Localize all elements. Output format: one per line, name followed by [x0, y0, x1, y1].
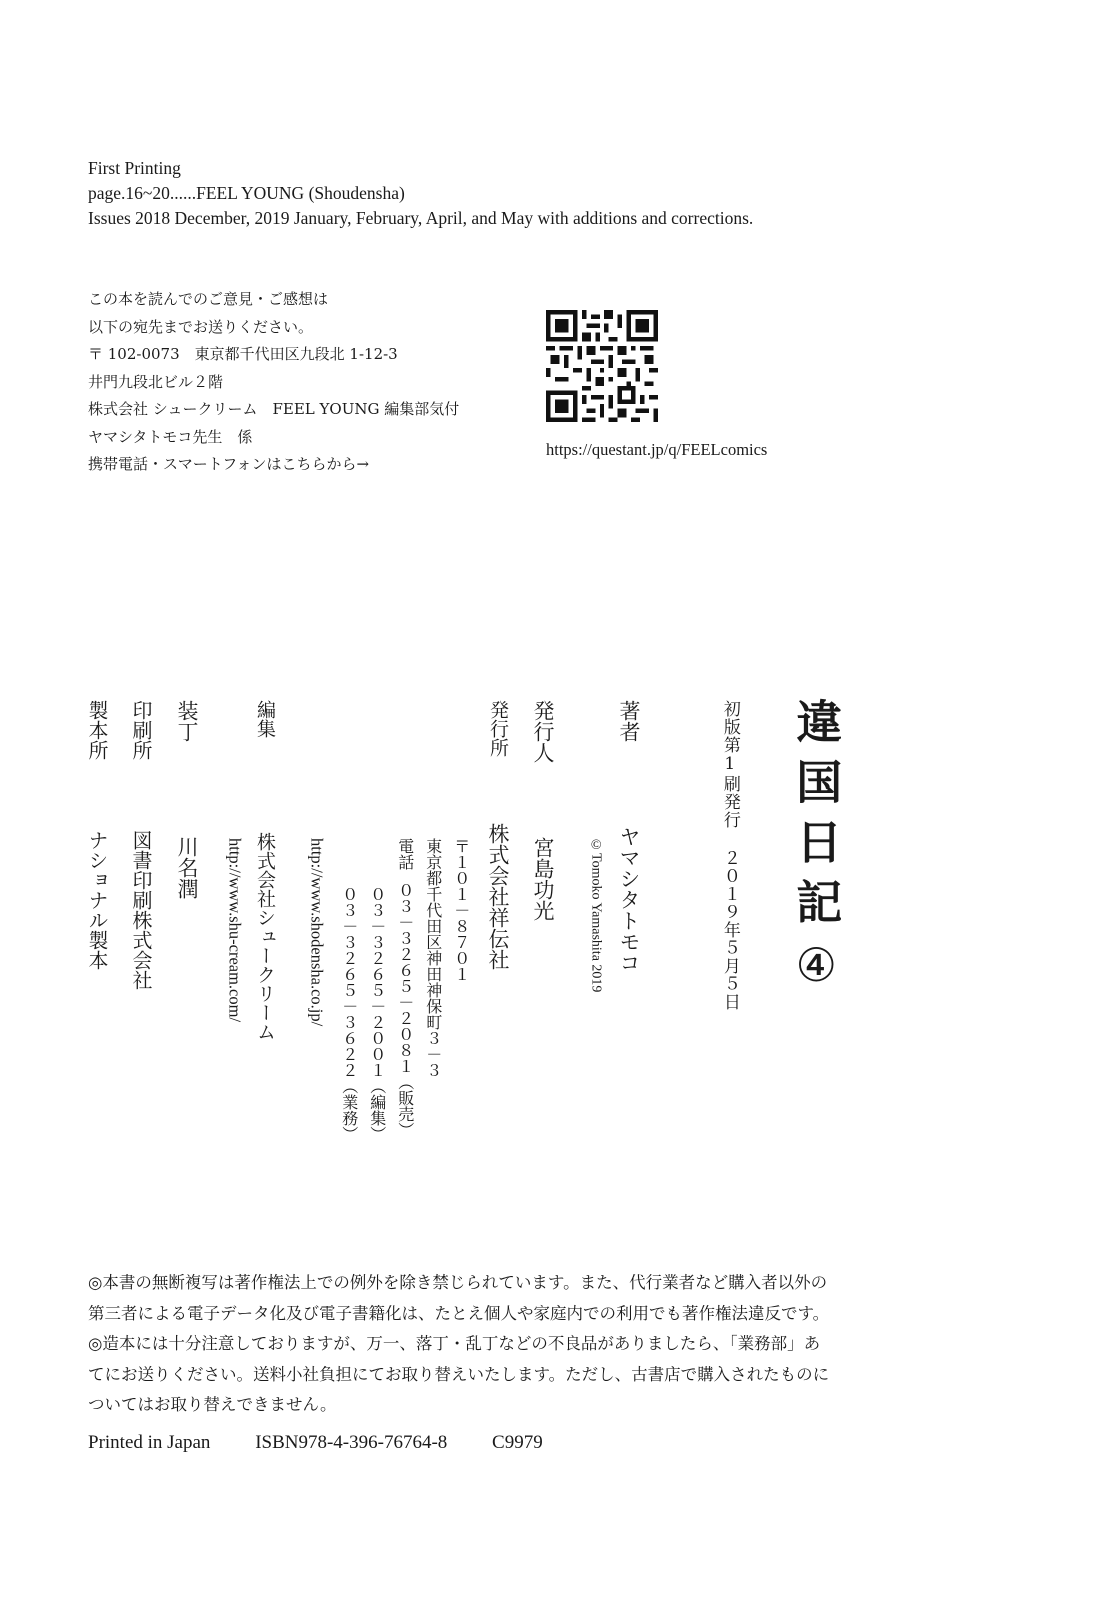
publisher-postal: 〒１０１－８７０１ — [451, 838, 471, 982]
editor-column — [254, 700, 274, 1041]
feedback-line: 携帯電話・スマートフォンはこちらから→ — [88, 455, 370, 473]
book-title-text: 違国日記 — [789, 698, 844, 938]
phone-sales: ０３－３２６５－２０８１（販売） — [395, 882, 415, 1138]
feedback-line: この本を読んでのご意見・ご感想は — [88, 290, 329, 308]
feedback-line: 株式会社 シュークリーム FEEL YOUNG 編集部気付 — [88, 400, 460, 418]
phone-edit: ０３－３２６５－２００１（編集） — [367, 886, 387, 1142]
edition-column — [720, 700, 738, 1011]
binder-column — [86, 700, 107, 970]
publisher-person-label: 発行人 — [531, 700, 556, 763]
editor-url[interactable]: http://www.shu-cream.com/ — [225, 838, 245, 1023]
book-title — [789, 698, 844, 992]
feedback-address-block — [88, 286, 459, 479]
price-code: C9979 — [492, 1432, 543, 1453]
author-name: ヤマシタトモコ — [617, 826, 642, 973]
notice-line: ついてはお取り替えできません。 — [88, 1395, 337, 1414]
first-printing-heading: First Printing — [88, 158, 181, 178]
feedback-line: ヤマシタトモコ先生 係 — [88, 427, 253, 446]
editor-name: 株式会社シュークリーム — [253, 832, 276, 1041]
printed-in-japan: Printed in Japan — [88, 1432, 211, 1453]
notice-line: てにお送りください。送料小社負担にてお取り替えいたします。ただし、古書店で購入されたものに — [88, 1364, 830, 1384]
first-printing-pages: page.16~20......FEEL YOUNG (Shoudensha) — [88, 183, 405, 203]
notice-line: 第三者による電子データ化及び電子書籍化は、たとえ個人や家庭内での利用でも著作権法違反です。 — [88, 1303, 830, 1323]
design-column — [176, 700, 198, 899]
feedback-line: 以下の宛先までお送りください。 — [88, 317, 314, 336]
phone-ops: ０３－３２６５－３６２２（業務） — [339, 886, 359, 1142]
isbn: ISBN978-4-396-76764-8 — [255, 1432, 448, 1453]
footer — [88, 1432, 583, 1454]
design-label: 装丁 — [175, 700, 200, 742]
printer-column — [130, 700, 151, 990]
first-printing-block — [88, 156, 753, 231]
copyright-line: ©Tomoko Yamashita 2019 — [588, 838, 604, 993]
qr-code-icon[interactable] — [546, 310, 658, 422]
publisher-label: 発行所 — [487, 700, 510, 757]
first-printing-issues: Issues 2018 December, 2019 January, February, April, and May with additions and corrections. — [88, 208, 754, 228]
printer-name: 図書印刷株式会社 — [129, 830, 153, 990]
phone-label: 電話 — [395, 838, 415, 870]
notice-line: ◎本書の無断複写は著作権法上での例外を除き禁じられています。また、代行業者など購入者以外の — [88, 1273, 828, 1292]
feedback-line: 〒 102-0073 東京都千代田区九段北 1-12-3 — [88, 345, 398, 363]
edition-date: ２０１９年５月５日 — [719, 849, 740, 1011]
publisher-person-column — [532, 700, 554, 921]
publisher-person-name: 宮島功光 — [531, 837, 556, 921]
volume-number: ④ — [789, 938, 844, 992]
binder-label: 製本所 — [85, 700, 109, 760]
feedback-line: 井門九段北ビル２階 — [88, 372, 224, 391]
phone-sales-column — [396, 838, 413, 1138]
publisher-address: 東京都千代田区神田神保町３－３ — [423, 838, 443, 1078]
qr-url-link[interactable]: https://questant.jp/q/FEELcomics — [546, 440, 768, 459]
edition-label: 初版第1刷発行 — [719, 700, 740, 829]
publisher-name: 株式会社祥伝社 — [486, 823, 511, 970]
binder-name: ナショナル製本 — [85, 830, 109, 970]
copyright-notice — [88, 1268, 829, 1421]
printer-label: 印刷所 — [129, 700, 153, 760]
notice-line: ◎造本には十分注意しておりますが、万一、落丁・乱丁などの不良品がありましたら、「業務部」あ — [88, 1334, 821, 1353]
publisher-url[interactable]: http://www.shodensha.co.jp/ — [307, 838, 327, 1027]
author-column — [618, 700, 640, 973]
editor-label: 編集 — [253, 700, 276, 738]
author-label: 著者 — [617, 700, 642, 742]
publisher-column — [487, 700, 509, 970]
designer-name: 川名潤 — [175, 836, 200, 899]
